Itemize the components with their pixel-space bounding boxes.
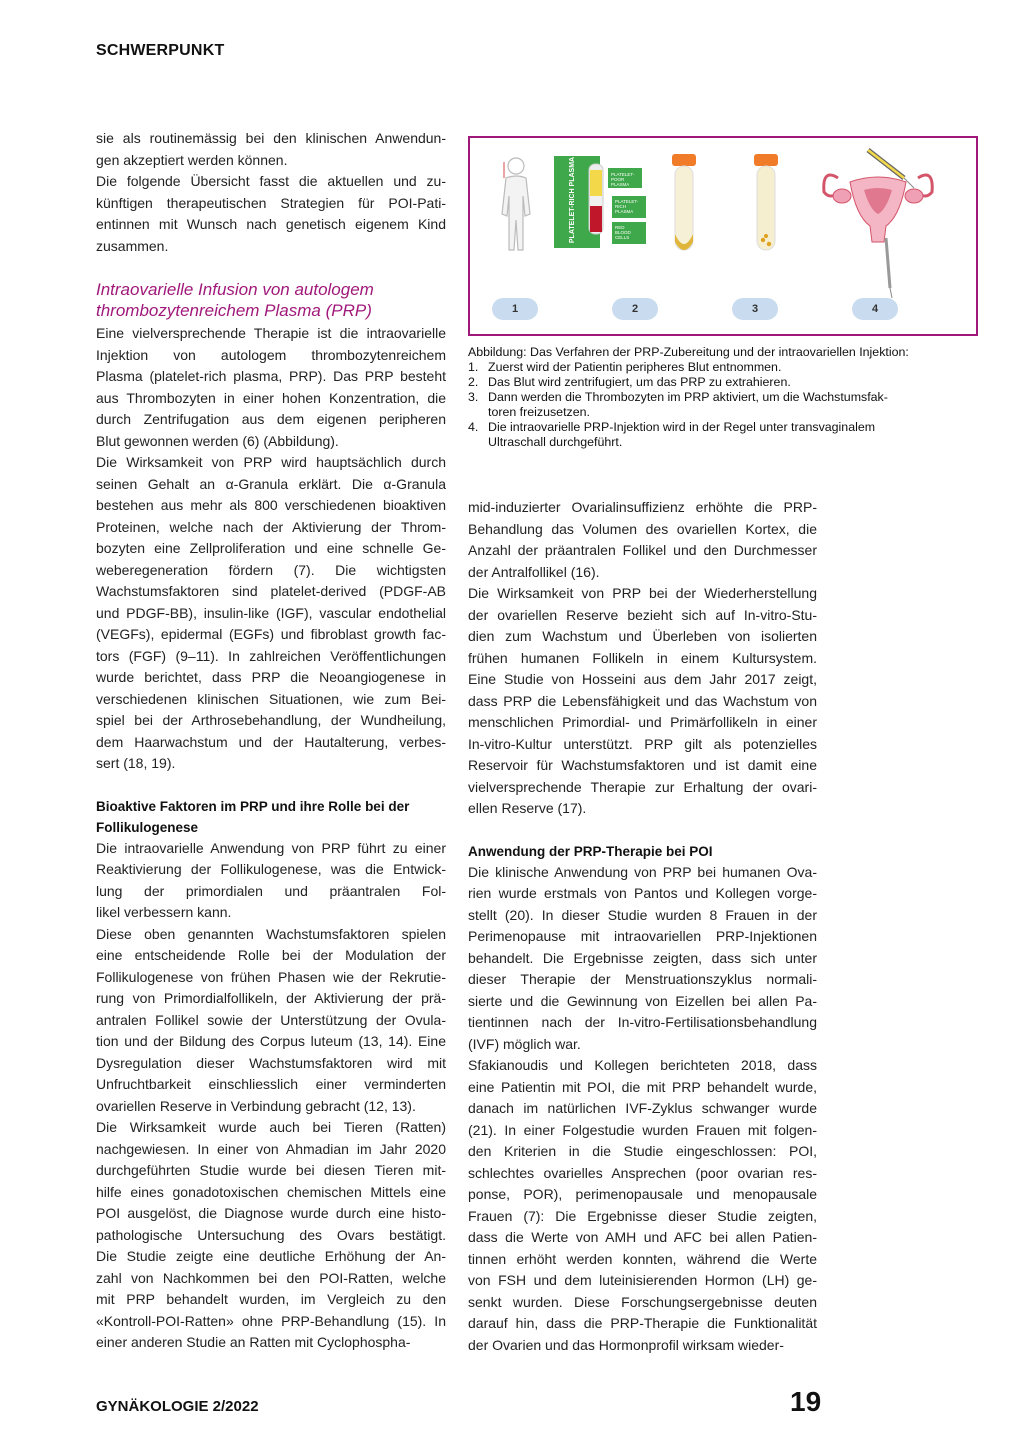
figure-illustration — [470, 138, 976, 334]
text-line: Reservoir für Wachstumsfaktoren und ist damit eine — [468, 757, 817, 773]
text-line: Eine Studie von Hosseini aus dem Jahr 2017 zeigt, — [468, 671, 817, 687]
text-line: hilfe eines gonadotoxischen chemischen Mittels eine — [96, 1183, 446, 1200]
svg-text:BLOOD: BLOOD — [615, 230, 631, 235]
caption-title: Abbildung: Das Verfahren der PRP-Zubereitung und der intraovariellen Injektion: — [468, 345, 909, 359]
intro-paragraph — [96, 128, 446, 171]
tube-prp-icon — [672, 154, 696, 250]
text-line: pathologische Untersuchung des Ovars bestätigt. — [96, 1226, 446, 1243]
svg-text:POOR: POOR — [611, 177, 625, 182]
text-line: wurde berichtet, dass PRP die Neoangiogenese in — [96, 669, 446, 685]
text-line: ovariellen Reserve in Verbindung gebracht (12, 13). — [96, 1097, 416, 1114]
caption-item — [468, 420, 968, 450]
text-line: tors (FGF) (9–11). In zahlreichen Veröffentlichungen — [96, 647, 446, 664]
centrifuge-tube-layers — [554, 156, 646, 248]
text-line: Sfakianoudis und Kollegen berichteten 2018, dass — [468, 1057, 817, 1073]
text-line: Frauen (7): Die Ergebnisse dieser Studie zeigten, — [468, 1207, 817, 1224]
continuation-paragraph — [468, 497, 817, 583]
text-line: antralen Follikel sowie der Unterstützung der Ovula- — [96, 1011, 446, 1028]
text-line: (VEGFs), epidermal (EGFs) und fibroblast growth fac- — [96, 626, 446, 642]
caption-item — [468, 390, 968, 420]
figure-caption — [468, 345, 968, 450]
text-line: danach im natürlichen IVF-Zyklus schwanger wurde — [468, 1100, 817, 1116]
caption-item-text: Zuerst wird der Patientin peripheres Blut entnommen. — [488, 360, 782, 374]
text-line: spiel bei der Arthrosebehandlung, der Wundheilung, — [96, 712, 446, 728]
text-line: dieser Therapie der Menstruationszyklus normali- — [468, 971, 817, 987]
text-line: Die Studie zeigte eine deutliche Erhöhung der An- — [96, 1248, 446, 1264]
text-line: von FSH und dem luteinisierenden Hormon (LH) ge- — [468, 1272, 817, 1288]
caption-item-text: Ultraschall durchgeführt. — [488, 435, 623, 449]
text-line: und PDGF-BB), insulin-like (IGF), vascular endothelial — [96, 604, 446, 621]
sfakianoudis-paragraph — [468, 1055, 817, 1356]
text-line: Die Wirksamkeit wurde auch bei Tieren (Ratten) — [96, 1119, 446, 1135]
text-line: sierte und die Gewinnung von Eizellen bei allen Pa- — [468, 992, 817, 1009]
text-line: durch Zentrifugation aus dem eigenen peripheren — [96, 411, 446, 427]
text-line: zahl von Nachkommen bei den POI-Ratten, welche — [96, 1269, 446, 1286]
text-line: In-vitro-Kultur unterstützt. PRP gilt als potenzielles — [468, 735, 817, 752]
text-line: Eine vielversprechende Therapie ist die intraovarielle — [96, 325, 446, 341]
text-line: einer anderen Studie an Ratten mit Cyclophospha- — [96, 1334, 411, 1350]
svg-text:RICH: RICH — [615, 204, 626, 209]
text-line: verschiedenen klinischen Situationen, wie zum Bei- — [96, 690, 446, 707]
text-line: Reaktivierung der Follikulogenese, was die Entwick- — [96, 861, 446, 877]
patient-figure-icon — [502, 158, 530, 250]
svg-text:PLATELET-: PLATELET- — [615, 199, 639, 204]
text-line: stellt (20). In dieser Studie wurden 8 Frauen in der — [468, 906, 817, 923]
text-line: Die Wirksamkeit von PRP bei der Wiederherstellung — [468, 585, 817, 601]
text-line: dass die Werte von AMH und AFC bei allen Patien- — [468, 1229, 817, 1245]
clinical-paragraph — [468, 862, 817, 1056]
caption-item-text: Das Blut wird zentrifugiert, um das PRP zu extrahieren. — [488, 375, 791, 389]
text-line: Proteinen, welche nach der Aktivierung der Throm- — [96, 518, 446, 535]
text-line: schlechtes ovarielles Ansprechen (poor ovarian res- — [468, 1164, 817, 1181]
text-line: tion und der Bildung des Corpus luteum (13, 14). Eine — [96, 1033, 446, 1049]
text-line: sert (18, 19). — [96, 755, 176, 771]
svg-text:PLASMA: PLASMA — [615, 209, 634, 214]
text-line: künftigen therapeutischen Strategien für POI-Pati- — [96, 194, 446, 211]
text-line: darauf hin, dass die PRP-Therapie die Funktionalität — [468, 1315, 817, 1331]
text-line: senkt wurden. Diese Forschungsergebnisse deuten — [468, 1293, 817, 1310]
text-line: dien zum Wachstum und Überleben von isolierten — [468, 628, 817, 644]
text-line: Dysregulation dieser Wachstumsfaktoren wird mit — [96, 1054, 446, 1071]
svg-text:PLATELET-RICH PLASMA: PLATELET-RICH PLASMA — [569, 156, 576, 244]
text-line: «Kontroll-POI-Ratten» ohne PRP-Behandlung (15). In — [96, 1312, 446, 1329]
text-line: bestehen aus mehr als 800 verschiedenen bioaktiven — [96, 497, 446, 513]
text-line: der Antralfollikel (16). — [468, 563, 600, 580]
text-line: Plasma (platelet-rich plasma, PRP). Das PRP besteht — [96, 368, 446, 384]
caption-item-text: Dann werden die Thrombozyten im PRP aktiviert, um die Wachstumsfak- — [488, 390, 888, 404]
text-line: Follikulogenese von frühen Phasen wie der Rekrutie- — [96, 968, 446, 985]
text-line: gen akzeptiert werden können. — [96, 151, 288, 168]
left-column — [96, 128, 446, 1354]
caption-item-number: 4. — [468, 420, 479, 434]
text-line: sie als routinemässig bei den klinischen Anwendun- — [96, 130, 446, 146]
svg-text:RED: RED — [615, 225, 625, 230]
text-line: dem Haarwachstum und der Hautalterung, verbes- — [96, 733, 446, 750]
text-line: Anzahl der präantralen Follikel und den Durchmesser — [468, 542, 817, 558]
text-line: weberegeneration fördern (7). Die wichtigsten — [96, 561, 446, 578]
text-line: vielversprechende Therapie zur Erhaltung der ovari- — [468, 778, 817, 795]
section-title: Intraovarielle Infusion von autologem thrombozytenreichem Plasma (PRP) — [96, 280, 374, 320]
text-line: der Ovarien und das Hormonprofil wirksam wieder- — [468, 1336, 784, 1353]
animal-study-paragraph — [96, 1117, 446, 1354]
efficacy-paragraph — [96, 452, 446, 775]
text-line: Die folgende Übersicht fasst die aktuellen und zu- — [96, 173, 446, 189]
step-badge-4: 4 — [852, 298, 898, 320]
text-line: likel verbessern kann. — [96, 904, 232, 920]
caption-item — [468, 375, 968, 390]
text-line: tientinnen nach der In-vitro-Fertilisationsbehandlung — [468, 1014, 817, 1030]
text-line: (IVF) möglich war. — [468, 1035, 581, 1052]
text-line: Unfruchtbarkeit einschliesslich einer verminderten — [96, 1076, 446, 1092]
subheading-application: Anwendung der PRP-Therapie bei POI — [468, 843, 713, 859]
subheading-bioactive: Bioaktive Faktoren im PRP und ihre Rolle bei der Follikulogenese — [96, 798, 410, 835]
text-line: Diese oben genannten Wachstumsfaktoren spielen — [96, 925, 446, 942]
text-line: Behandlung das Volumen des ovariellen Kortex, die — [468, 520, 817, 537]
text-line: Wachstumsfaktoren sind platelet-derived (PDGF-AB — [96, 583, 446, 599]
text-line: tinnen erhöht werden konnten, während die Werte — [468, 1250, 817, 1267]
caption-item-number: 1. — [468, 360, 479, 374]
caption-item-text: toren freizusetzen. — [488, 405, 590, 419]
text-line: Injektion von autologem thrombozytenreichem — [96, 346, 446, 363]
text-line: Die klinische Anwendung von PRP bei humanen Ova- — [468, 863, 817, 880]
footer-journal: GYNÄKOLOGIE 2/2022 — [96, 1398, 259, 1415]
text-line: behandelt. Die Ergebnisse zeigten, dass sich unter — [468, 949, 817, 966]
caption-item-number: 3. — [468, 390, 479, 404]
uterus-injection-icon — [824, 150, 932, 298]
text-line: rung von Primordialfollikeln, der Aktivierung der prä- — [96, 990, 446, 1006]
text-line: (21). In einer Folgestudie wurden Frauen mit folgen- — [468, 1121, 817, 1138]
text-line: Perimenopause mit intraovariellen PRP-Injektionen — [468, 928, 817, 944]
caption-list — [468, 360, 968, 450]
text-line: menschlichen Primordial- und Primärfollikeln in einer — [468, 714, 817, 730]
text-line: durchgeführten Studie wurde bei diesen Tieren mit- — [96, 1162, 446, 1178]
figure-prp-procedure — [468, 136, 978, 336]
page-number: 19 — [790, 1386, 822, 1417]
text-line: der ovariellen Reserve bezieht sich auf In-vitro-Stu- — [468, 606, 817, 623]
text-line: mit PRP behandelt wurden, im Vergleich zu den — [96, 1291, 446, 1307]
text-line: den Kriterien in die Studie eingeschlossen: POI, — [468, 1143, 817, 1159]
running-head: SCHWERPUNKT — [96, 42, 225, 59]
text-line: Blut gewonnen werden (6) (Abbildung). — [96, 432, 339, 449]
text-line: aus Thrombozyten in einer hohen Konzentration, die — [96, 389, 446, 406]
svg-text:CELLS: CELLS — [615, 235, 630, 240]
tube-activated-icon — [754, 154, 778, 250]
text-line: zusammen. — [96, 237, 169, 254]
text-line: eine Patientin mit POI, die mit PRP behandelt wurde, — [468, 1078, 817, 1095]
text-line: lung der primordialen und präantralen Fol- — [96, 882, 446, 899]
step-badge-2: 2 — [612, 298, 658, 320]
step-badge-3: 3 — [732, 298, 778, 320]
svg-text:PLASMA: PLASMA — [611, 182, 630, 187]
text-line: Die intraovarielle Anwendung von PRP führt zu einer — [96, 839, 446, 856]
prp-paragraph — [96, 323, 446, 452]
caption-item-text: Die intraovarielle PRP-Injektion wird in der Regel unter transvaginalem — [488, 420, 876, 434]
text-line: eine entscheidende Rolle bei der Modulation der — [96, 947, 446, 963]
text-line: rien wurde erstmals von Pantos und Kollegen vorge- — [468, 885, 817, 901]
text-line: mid-induzierter Ovarialinsuffizienz erhöhte die PRP- — [468, 499, 817, 515]
text-line: POI ausgelöst, die Diagnose wurde durch eine histo- — [96, 1205, 446, 1221]
step-badge-1: 1 — [492, 298, 538, 320]
text-line: Die Wirksamkeit von PRP wird hauptsächlich durch — [96, 454, 446, 470]
follicle-paragraph — [96, 838, 446, 924]
text-line: frühen humanen Follikeln in einem Kultursystem. — [468, 649, 817, 666]
caption-item — [468, 360, 968, 375]
right-column — [468, 497, 817, 1356]
text-line: dass PRP die Lebensfähigkeit und das Wachstum von — [468, 692, 817, 709]
text-line: ponse, POR), perimenopausale und menopausale — [468, 1186, 817, 1202]
caption-item-number: 2. — [468, 375, 479, 389]
text-line: entinnen mit Wunsch nach genetisch eigenem Kind — [96, 216, 446, 232]
text-line: bozyten eine Zellproliferation und eine schnelle Ge- — [96, 540, 446, 556]
svg-text:PLATELET-: PLATELET- — [611, 172, 635, 177]
reserve-paragraph — [468, 583, 817, 820]
text-line: nachgewiesen. In einer von Ahmadian im Jahr 2020 — [96, 1140, 446, 1157]
text-line: seinen Gehalt an α-Granula erklärt. Die α-Granula — [96, 475, 446, 492]
growth-factors-paragraph — [96, 924, 446, 1118]
overview-paragraph — [96, 171, 446, 257]
text-line: ellen Reserve (17). — [468, 800, 587, 816]
